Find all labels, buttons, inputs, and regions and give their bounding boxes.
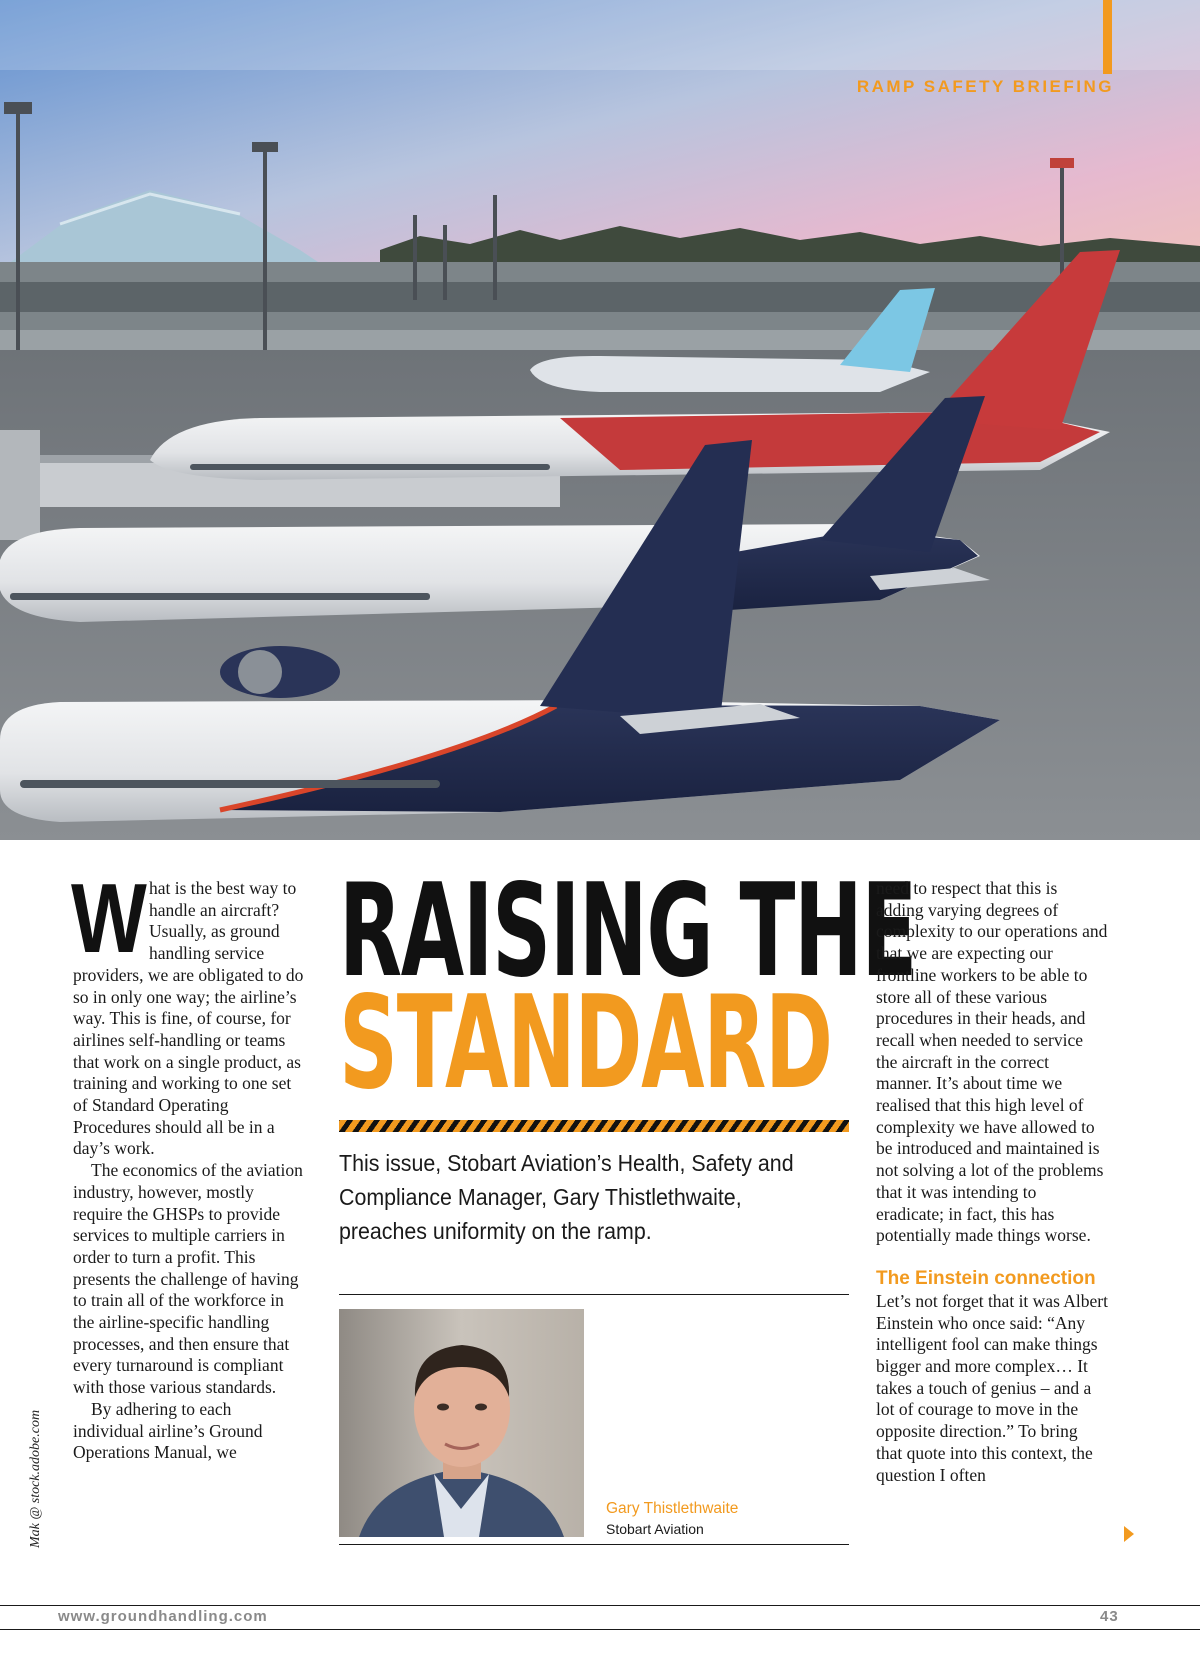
footer-rule-top bbox=[0, 1605, 1200, 1606]
headline-line-1: RAISING THE bbox=[339, 857, 917, 1006]
photo-credit: Mak @ stock.adobe.com bbox=[28, 1409, 43, 1548]
section-tag: RAMP SAFETY BRIEFING bbox=[856, 77, 1114, 96]
section-tag-bar bbox=[1103, 0, 1112, 74]
standfirst: This issue, Stobart Aviation’s Health, Safety and Compliance Manager, Gary Thistlethwaite, preaches uniformity on the ramp. bbox=[339, 1150, 794, 1244]
headline-block bbox=[339, 857, 917, 1537]
caption-rule-top bbox=[339, 1294, 849, 1295]
caption-organisation: Stobart Aviation bbox=[606, 1521, 704, 1537]
paragraph-adhering: By adhering to each individual airline’s Ground Operations Manual, we bbox=[73, 1398, 263, 1463]
subheading: The Einstein connection bbox=[876, 1267, 1096, 1289]
hazard-stripe-divider bbox=[339, 1120, 849, 1132]
intro-paragraph bbox=[71, 863, 305, 1160]
page-number: 43 bbox=[1100, 1608, 1119, 1625]
headline-line-2: STANDARD bbox=[339, 969, 832, 1118]
intro-text: hat is the best way to handle an aircraft? Usually, as ground handling service providers, we are obligated to do so in only one way; the airline’s way. This is fine, of course, for airlines self-handling or teams that work on a single product, as training and working to one set of Standard Operating Procedures should all be in a day’s work. bbox=[73, 878, 304, 1159]
portrait-illustration bbox=[339, 1309, 584, 1537]
article-column-1 bbox=[71, 863, 305, 1464]
caption-rule-bottom bbox=[339, 1544, 849, 1545]
paragraph-einstein: Let’s not forget that it was Albert Einstein who once said: “Any intelligent fool can make things bigger and more complex… It takes a touch of genius – and a lot of courage to move in the opposite direction.” To bring that quote into this context, the question I often bbox=[876, 1290, 1108, 1485]
continue-arrow-icon bbox=[1124, 1526, 1134, 1542]
paragraph-economics: The economics of the aviation industry, however, mostly require the GHSPs to provide services to multiple carriers in order to turn a profit. This presents the challenge of having to train all of the workforce in the airline-specific handling processes, and then ensure that every turnaround is compliant with those various standards. bbox=[73, 1160, 303, 1398]
drop-cap: W bbox=[71, 863, 147, 973]
footer-url: www.groundhandling.com bbox=[58, 1608, 268, 1625]
author-portrait bbox=[339, 1309, 584, 1537]
footer-rule-bottom bbox=[0, 1629, 1200, 1630]
paragraph-complexity: need to respect that this is adding varying degrees of complexity to our operations and that we are expecting our frontline workers to be able to store all of these various procedures in their heads, and recall when needed to service the aircraft in the correct manner. It’s about time we realised that this high level of complexity we have allowed to be introduced and maintained is not solving a lot of the problems that it was intending to eradicate; in fact, this has potentially made things worse. bbox=[876, 878, 1108, 1246]
article-column-3 bbox=[876, 878, 1108, 1486]
caption-name: Gary Thistlethwaite bbox=[606, 1500, 739, 1517]
